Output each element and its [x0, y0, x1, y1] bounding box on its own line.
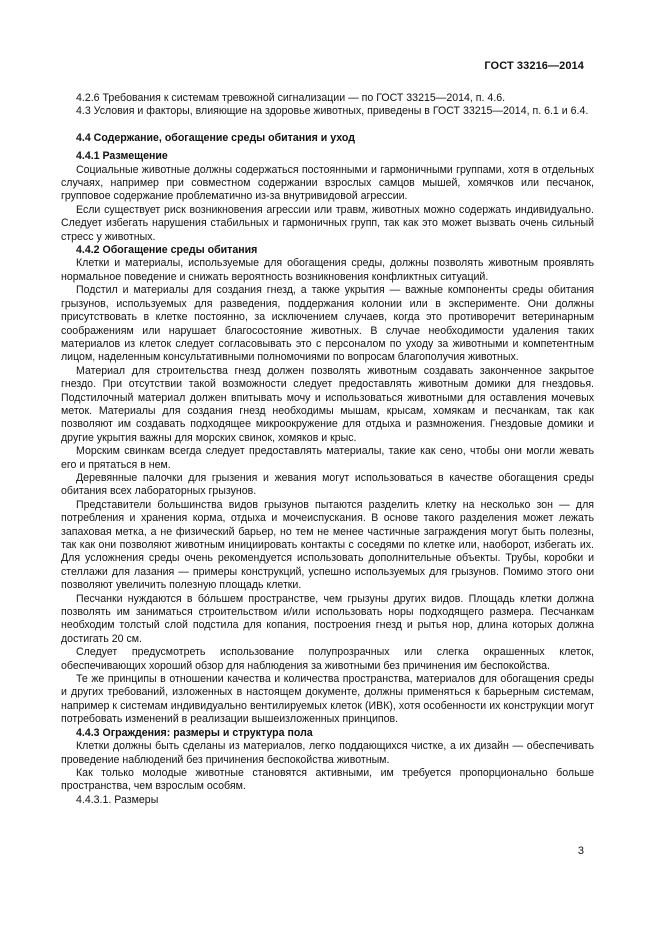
paragraph-4-4-1-b: Если существует риск возникновения агрессии или травм, животных можно содержать индивидуально. Следует избегать нарушения стабильных и гармоничных групп, так как это может вызвать очень сильный стресс у животных.	[61, 203, 594, 243]
paragraph-4-4-2-e: Деревянные палочки для грызения и жевания могут использоваться в качестве обогащения среды обитания всех лабораторных грызунов.	[61, 471, 594, 498]
paragraph-4-4-2-b: Подстил и материалы для создания гнезд, а также укрытия — важные компоненты среды обитания грызунов, используемых для разведения, поддержания колонии или в эксперименте. Они должны присутствовать в клетке постоянно, за исключением случаев, когда это противоречит ветеринарным соображениям или нарушает благосостояние животных. В случае необходимости удаления таких материалов из клеток следует согласовывать это с персоналом по уходу за животными и компетентным лицом, наделенным консультативными полномочиями по вопросам благополучия животных.	[61, 284, 594, 364]
paragraph-4-4-2-a: Клетки и материалы, используемые для обогащения среды, должны позволять животным проявлять нормальное поведение и снижать вероятность возникновения конфликтных ситуаций.	[61, 257, 594, 283]
paragraph-4-4-2-g: Песчанки нуждаются в бо́льшем пространстве, чем грызуны других видов. Площадь клетки должна позволять им заниматься строительством и/или использовать норы подходящего размера. Песчанкам необходим толстый слой подстила для копания, построения гнезд и рытья нор, длина которых должна достигать 20 см.	[61, 592, 594, 645]
paragraph-4-4-2-f: Представители большинства видов грызунов пытаются разделить клетку на несколько зон — для потребления и хранения корма, отдыха и мочеиспускания. В основе такого разделения может лежать запаховая метка, а не физический барьер, но тем не менее частичные заграждения могут быть полезны, так как они позволяют животным инициировать контакты с соседями по клетке или, наоборот, избегать их. Для усложнения среды очень рекомендуется использовать дополнительные объекты. Трубы, коробки и стеллажи для лазания — примеры конструкций, успешно используемых для грызунов. Помимо этого они позволяют увеличить полезную площадь клетки.	[61, 498, 594, 592]
subsection-heading-4-4-3: 4.4.3 Ограждения: размеры и структура пола	[76, 726, 313, 739]
paragraph-4-4-3-b: Как только молодые животные становятся активными, им требуется пропорционально больше пространства, чем взрослым особям.	[61, 766, 594, 793]
paragraph-4-4-3-a: Клетки должны быть сделаны из материалов, легко поддающихся чистке, а их дизайн — обеспечивать проведение наблюдений без причинения беспокойства животным.	[61, 740, 594, 766]
paragraph-4-2-6: 4.2.6 Требования к системам тревожной сигнализации — по ГОСТ 33215—2014, п. 4.6.	[76, 92, 506, 104]
subsection-heading-4-4-1: 4.4.1 Размещение	[76, 150, 168, 163]
subsection-heading-4-4-2: 4.4.2 Обогащение среды обитания	[76, 244, 258, 257]
paragraph-4-4-2-h: Следует предусмотреть использование полупрозрачных или слегка окрашенных клеток, обеспечивающих хороший обзор для наблюдения за животными без причинения им беспокойства.	[61, 646, 594, 672]
document-standard-header: ГОСТ 33216—2014	[484, 60, 584, 72]
paragraph-4-3: 4.3 Условия и факторы, влияющие на здоровье животных, приведены в ГОСТ 33215—2014, п. 6.1 и 6.4.	[76, 105, 589, 118]
page-number: 3	[577, 845, 584, 857]
paragraph-4-4-2-d: Морским свинкам всегда следует предоставлять материалы, такие как сено, чтобы они могли жевать его и прятаться в нем.	[61, 445, 594, 471]
paragraph-4-4-2-i: Те же принципы в отношении качества и количества пространства, материалов для обогащения среды и других требований, изложенных в настоящем документе, должны применяться к барьерным системам, например к системам индивидуально вентилируемых клеток (ИВК), хотя особенности их конструкции могут потребовать изменений в реализации вышеизложенных принципов.	[61, 673, 594, 726]
paragraph-4-4-2-c: Материал для строительства гнезд должен позволять животным создавать законченное закрытое гнездо. При отсутствии такой возможности следует предоставлять животным домики для гнездовья. Подстилочный материал должен впитывать мочу и использоваться животными для оставления мочевых меток. Материалы для создания гнезд необходимы мышам, крысам, хомякам и песчанкам, так как позволяют им создавать подходящее микроокружение для отдыха и размножения. Гнездовые домики и другие укрытия важны для морских свинок, хомяков и крыс.	[61, 364, 594, 444]
document-body	[61, 92, 594, 807]
paragraph-4-4-3-1: 4.4.3.1. Размеры	[76, 793, 159, 806]
paragraph-4-4-1-a: Социальные животные должны содержаться постоянными и гармоничными группами, хотя в отдельных случаях, например при совместном содержании взрослых самцов мышей, хомячков или песчанок, групповое содержание проблематично из-за внутривидовой агрессии.	[61, 163, 594, 203]
section-heading-4-4: 4.4 Содержание, обогащение среды обитания и уход	[76, 131, 355, 144]
